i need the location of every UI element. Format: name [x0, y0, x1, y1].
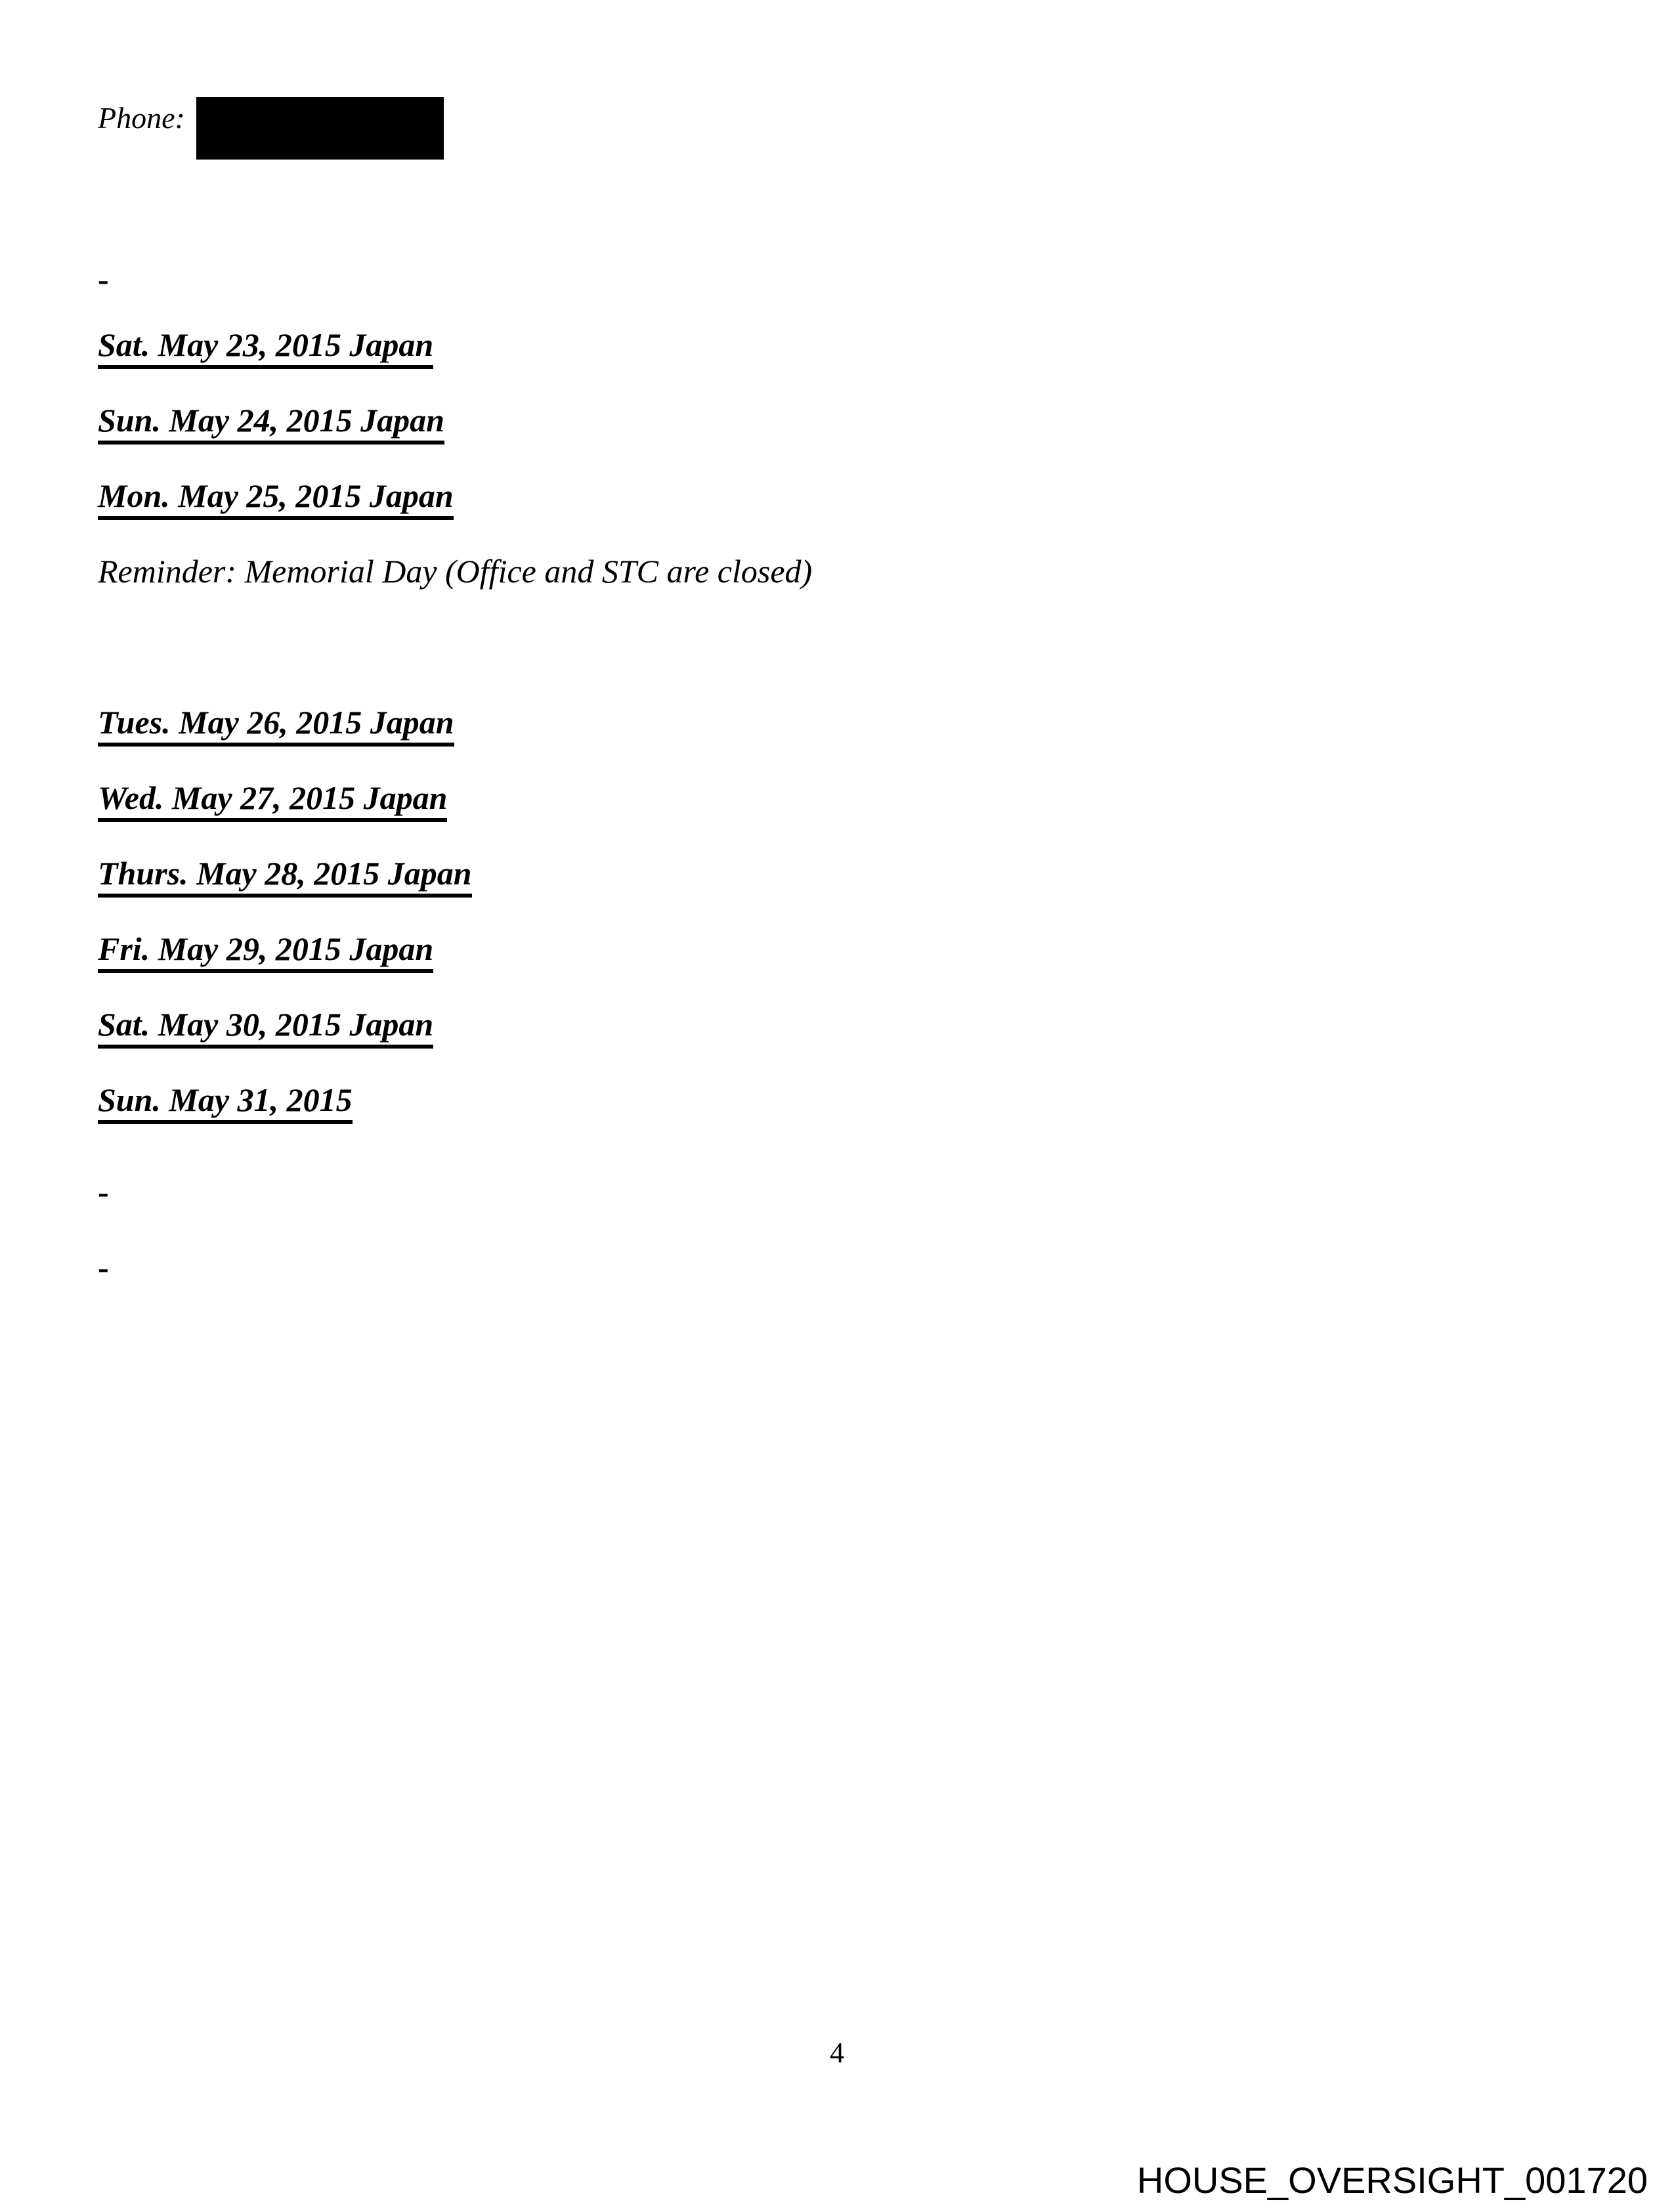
phone-label: Phone: — [98, 101, 185, 135]
trailing-dash-1: - — [98, 1173, 109, 1210]
date-line-fri-may-29: Fri. May 29, 2015 Japan — [98, 932, 433, 973]
date-line-sat-may-30: Sat. May 30, 2015 Japan — [98, 1008, 433, 1049]
date-line-sat-may-23: Sat. May 23, 2015 Japan — [98, 328, 433, 369]
leading-dash: - — [98, 261, 109, 297]
date-line-sun-may-24: Sun. May 24, 2015 Japan — [98, 404, 444, 445]
trailing-dash-2: - — [98, 1249, 109, 1286]
memorial-day-reminder: Reminder: Memorial Day (Office and STC are closed) — [98, 553, 813, 590]
date-line-sun-may-31: Sun. May 31, 2015 — [98, 1083, 353, 1124]
date-line-tues-may-26: Tues. May 26, 2015 Japan — [98, 706, 454, 747]
page-number: 4 — [830, 2037, 844, 2069]
date-line-wed-may-27: Wed. May 27, 2015 Japan — [98, 781, 447, 822]
bates-stamp: HOUSE_OVERSIGHT_001720 — [1136, 2159, 1648, 2201]
phone-redaction-box — [196, 97, 444, 160]
date-line-mon-may-25: Mon. May 25, 2015 Japan — [98, 479, 454, 520]
date-line-thurs-may-28: Thurs. May 28, 2015 Japan — [98, 857, 472, 898]
